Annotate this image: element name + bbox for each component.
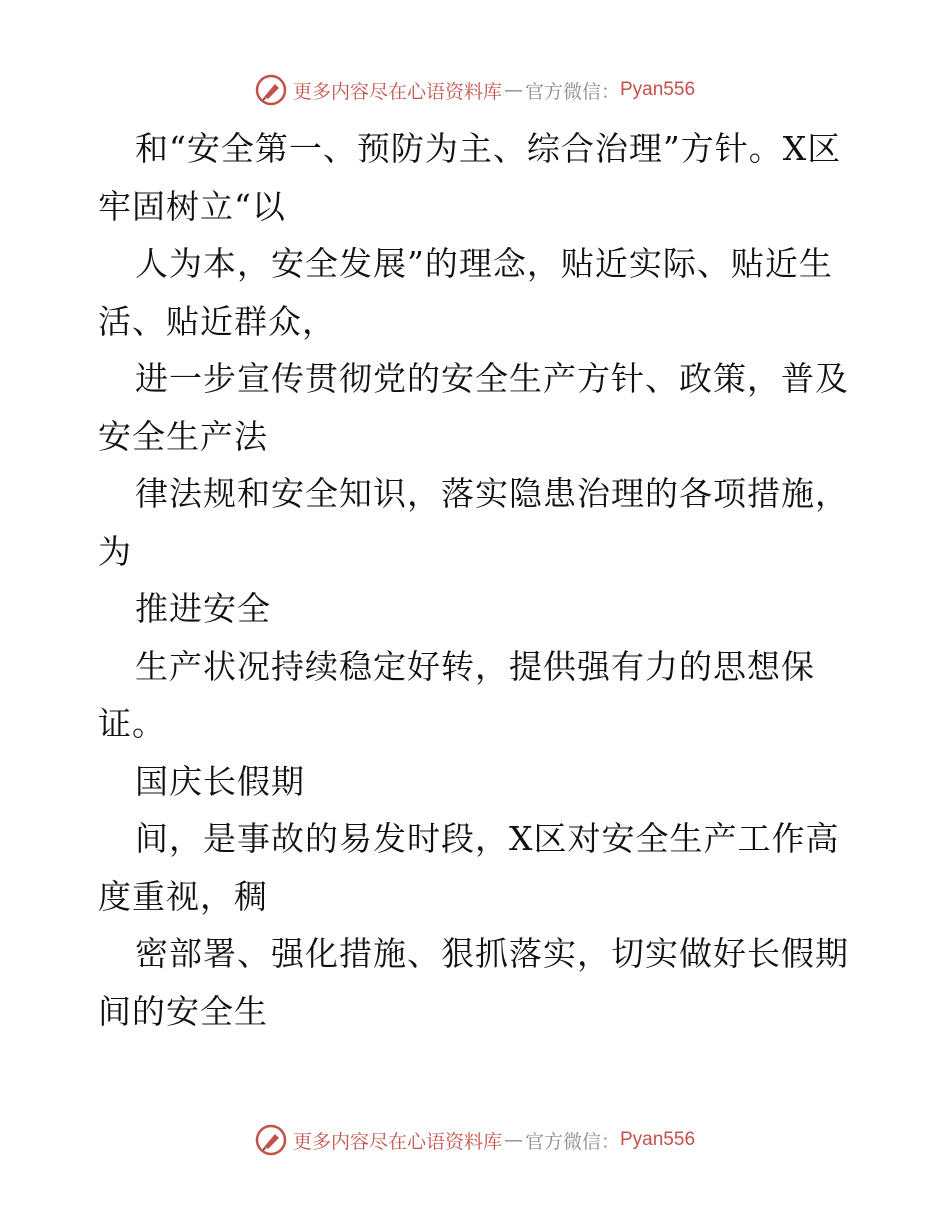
header-wechat-label: 官方微信： [524, 80, 620, 103]
document-body [98, 120, 858, 1040]
footer-text: 更多内容尽在心语资料库 [292, 1130, 502, 1153]
pen-logo-icon [255, 1124, 287, 1156]
footer-dash: — [503, 1129, 523, 1151]
paragraph: 生产状况持续稳定好转，提供强有力的思想保证。 [98, 646, 815, 743]
paragraph: 国庆长假期 [135, 761, 305, 801]
paragraph: 间，是事故的易发时段，X区对安全生产工作高度重视，稠 [98, 819, 840, 916]
header-dash: — [503, 79, 523, 101]
pen-logo-icon [255, 74, 287, 106]
header-text: 更多内容尽在心语资料库 [292, 80, 502, 103]
paragraph: 进一步宣传贯彻党的安全生产方针、政策，普及安全生产法 [98, 359, 849, 456]
paragraph: 律法规和安全知识，落实隐患治理的各项措施，为 [98, 474, 849, 571]
footer-wechat-label: 官方微信： [524, 1130, 620, 1153]
paragraph: 人为本，安全发展”的理念，贴近实际、贴近生活、贴近群众， [98, 244, 833, 341]
header-wechat-id: Pyan556 [620, 79, 696, 100]
paragraph: 和“安全第一、预防为主、综合治理”方针。X区牢固树立“以 [98, 129, 842, 226]
header-banner [0, 70, 950, 110]
footer-wechat-id: Pyan556 [620, 1129, 696, 1150]
paragraph: 密部署、强化措施、狠抓落实，切实做好长假期间的安全生 [98, 934, 849, 1031]
paragraph: 推进安全 [135, 589, 271, 628]
footer-banner [0, 1120, 950, 1160]
